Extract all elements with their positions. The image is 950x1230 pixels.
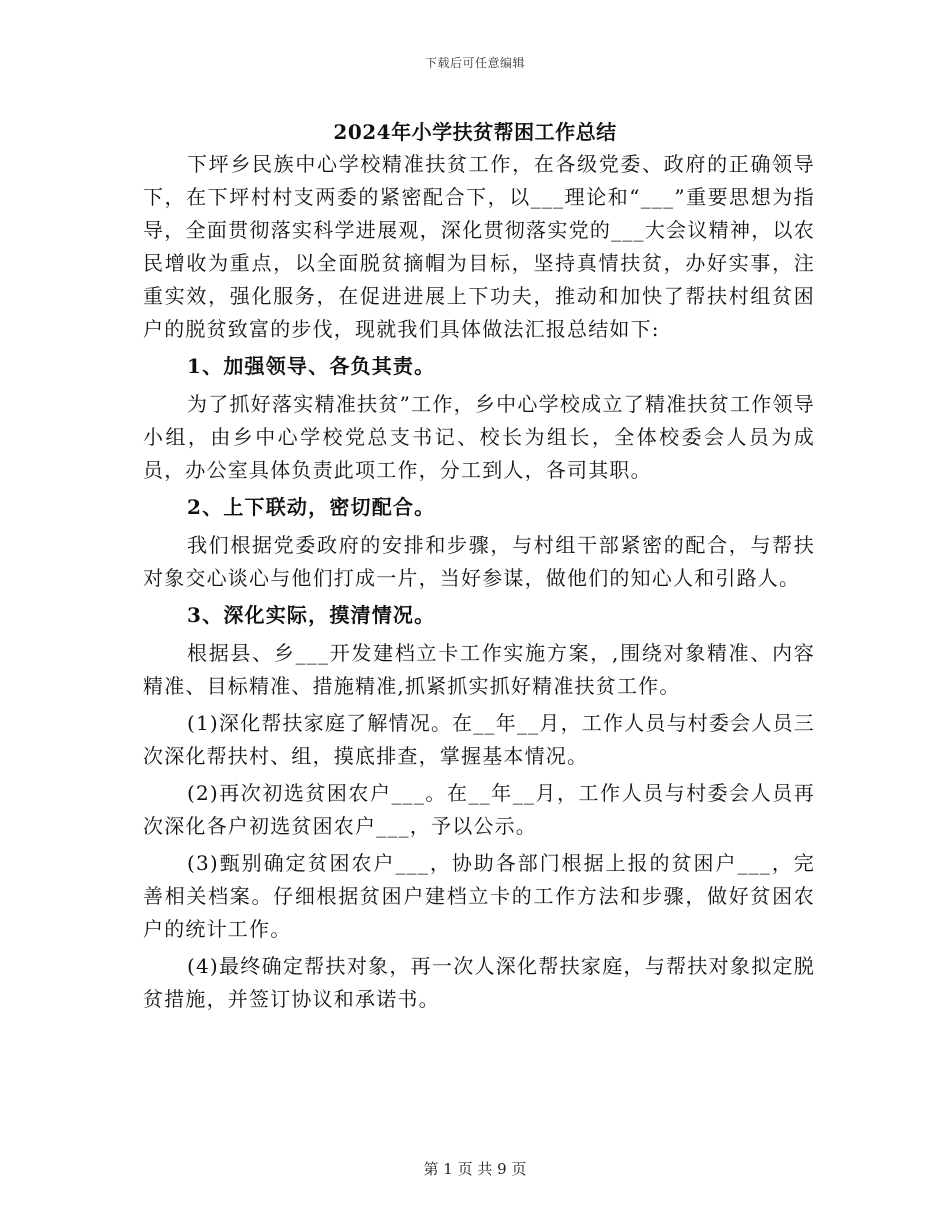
list-item-1: (1)深化帮扶家庭了解情况。在__年__月，工作人员与村委会人员三次深化帮扶村、组，摸底排查，掌握基本情况。 bbox=[143, 711, 815, 768]
list-item-3: (3)甄别确定贫困农户___，协助各部门根据上报的贫困户___，完善相关档案。仔细根据贫困户建档立卡的工作方法和步骤，做好贫困农户的统计工作。 bbox=[143, 851, 815, 941]
page-title: 2024年小学扶贫帮困工作总结 bbox=[333, 120, 617, 144]
header-note: 下载后可任意编辑 bbox=[424, 56, 525, 70]
page-number: 第 1 页 共 9 页 bbox=[423, 1160, 527, 1178]
section-heading-2: 2、上下联动，密切配合。 bbox=[187, 495, 436, 519]
document-body bbox=[143, 148, 815, 1020]
section-paragraph-2: 我们根据党委政府的安排和步骤，与村组干部紧密的配合，与帮扶对象交心谈心与他们打成一片，当好参谋，做他们的知心人和引路人。 bbox=[143, 533, 815, 590]
list-item-2: (2)再次初选贫困农户___。在__年__月，工作人员与村委会人员再次深化各户初选贫困农户___，予以公示。 bbox=[143, 781, 815, 838]
section-paragraph-3: 根据县、乡___开发建档立卡工作实施方案，,围绕对象精准、内容精准、目标精准、措施精准,抓紧抓实抓好精准扶贫工作。 bbox=[143, 641, 815, 698]
section-heading-3: 3、深化实际，摸清情况。 bbox=[187, 603, 436, 627]
section-paragraph-1: 为了抓好落实精准扶贫”工作，乡中心学校成立了精准扶贫工作领导小组，由乡中心学校党总支书记、校长为组长，全体校委会人员为成员，办公室具体负责此项工作，分工到人，各司其职。 bbox=[143, 392, 815, 482]
intro-paragraph: 下坪乡民族中心学校精准扶贫工作，在各级党委、政府的正确领导下，在下坪村村支两委的紧密配合下，以___理论和“___”重要思想为指导，全面贯彻落实科学进展观，深化贯彻落实党的___大会议精神，以农民增收为重点，以全面脱贫摘帽为目标，坚持真情扶贫，办好实事，注重实效，强化服务，在促进进展上下功夫，推动和加快了帮扶村组贫困户的脱贫致富的步伐，现就我们具体做法汇报总结如下: bbox=[143, 152, 815, 341]
list-item-4: (4)最终确定帮扶对象，再一次人深化帮扶家庭，与帮扶对象拟定脱贫措施，并签订协议和承诺书。 bbox=[143, 954, 815, 1011]
section-heading-1: 1、加强领导、各负其责。 bbox=[187, 354, 436, 378]
